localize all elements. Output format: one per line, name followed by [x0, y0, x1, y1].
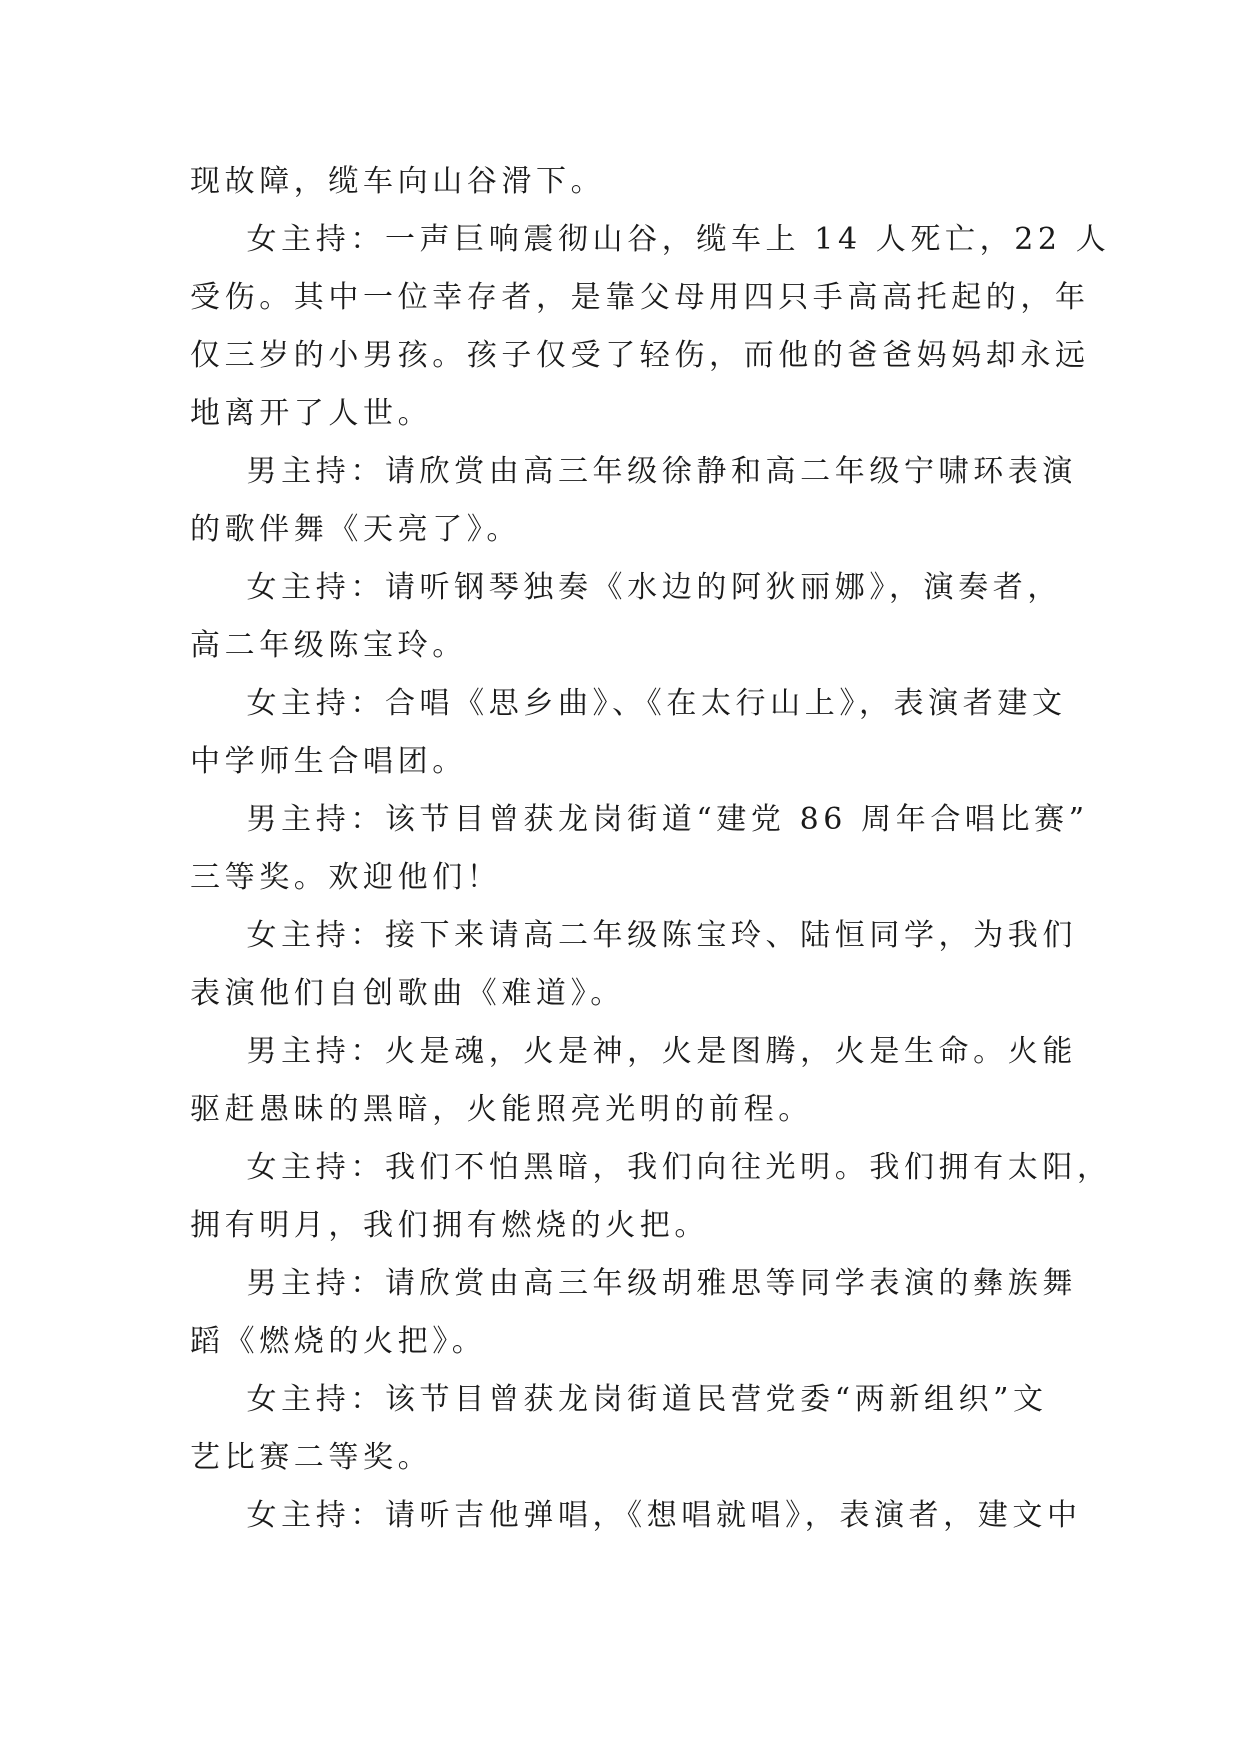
text-line: 女主持：请听钢琴独奏《水边的阿狄丽娜》，演奏者，	[190, 570, 1062, 605]
text-line: 蹈《燃烧的火把》。	[190, 1324, 487, 1359]
text-line: 现故障，缆车向山谷滑下。	[190, 164, 606, 199]
text-line: 拥有明月，我们拥有燃烧的火把。	[190, 1208, 709, 1243]
text-line: 女主持：我们不怕黑暗，我们向往光明。我们拥有太阳，	[190, 1150, 1112, 1185]
document-body	[190, 153, 1112, 1545]
text-line: 受伤。其中一位幸存者，是靠父母用四只手高高托起的，年	[190, 280, 1090, 315]
text-line: 中学师生合唱团。	[190, 744, 467, 779]
text-line: 艺比赛二等奖。	[190, 1440, 433, 1475]
text-line: 三等奖。欢迎他们！	[190, 860, 502, 895]
text-line: 表演他们自创歌曲《难道》。	[190, 976, 625, 1011]
text-line: 男主持：火是魂，火是神，火是图腾，火是生命。火能	[190, 1034, 1077, 1069]
text-line: 女主持：该节目曾获龙岗街道民营党委“两新组织”文	[190, 1382, 1048, 1417]
text-line: 男主持：请欣赏由高三年级胡雅思等同学表演的彝族舞	[190, 1266, 1077, 1301]
text-line: 的歌伴舞《天亮了》。	[190, 512, 521, 547]
text-line: 高二年级陈宝玲。	[190, 628, 467, 663]
text-line: 男主持：请欣赏由高三年级徐静和高二年级宁啸环表演	[190, 454, 1077, 489]
text-line: 地离开了人世。	[190, 396, 433, 431]
text-line: 女主持：合唱《思乡曲》、《在太行山上》，表演者建文	[190, 686, 1067, 721]
text-line: 驱赶愚昧的黑暗，火能照亮光明的前程。	[190, 1092, 813, 1127]
text-line: 女主持：一声巨响震彻山谷，缆车上 14 人死亡，22 人	[190, 222, 1111, 257]
text-line: 男主持：该节目曾获龙岗街道“建党 86 周年合唱比赛”	[190, 802, 1089, 837]
text-line: 女主持：请听吉他弹唱，《想唱就唱》，表演者，建文中	[190, 1498, 1082, 1533]
text-line: 女主持：接下来请高二年级陈宝玲、陆恒同学，为我们	[190, 918, 1077, 953]
text-line: 仅三岁的小男孩。孩子仅受了轻伤，而他的爸爸妈妈却永远	[190, 338, 1090, 373]
